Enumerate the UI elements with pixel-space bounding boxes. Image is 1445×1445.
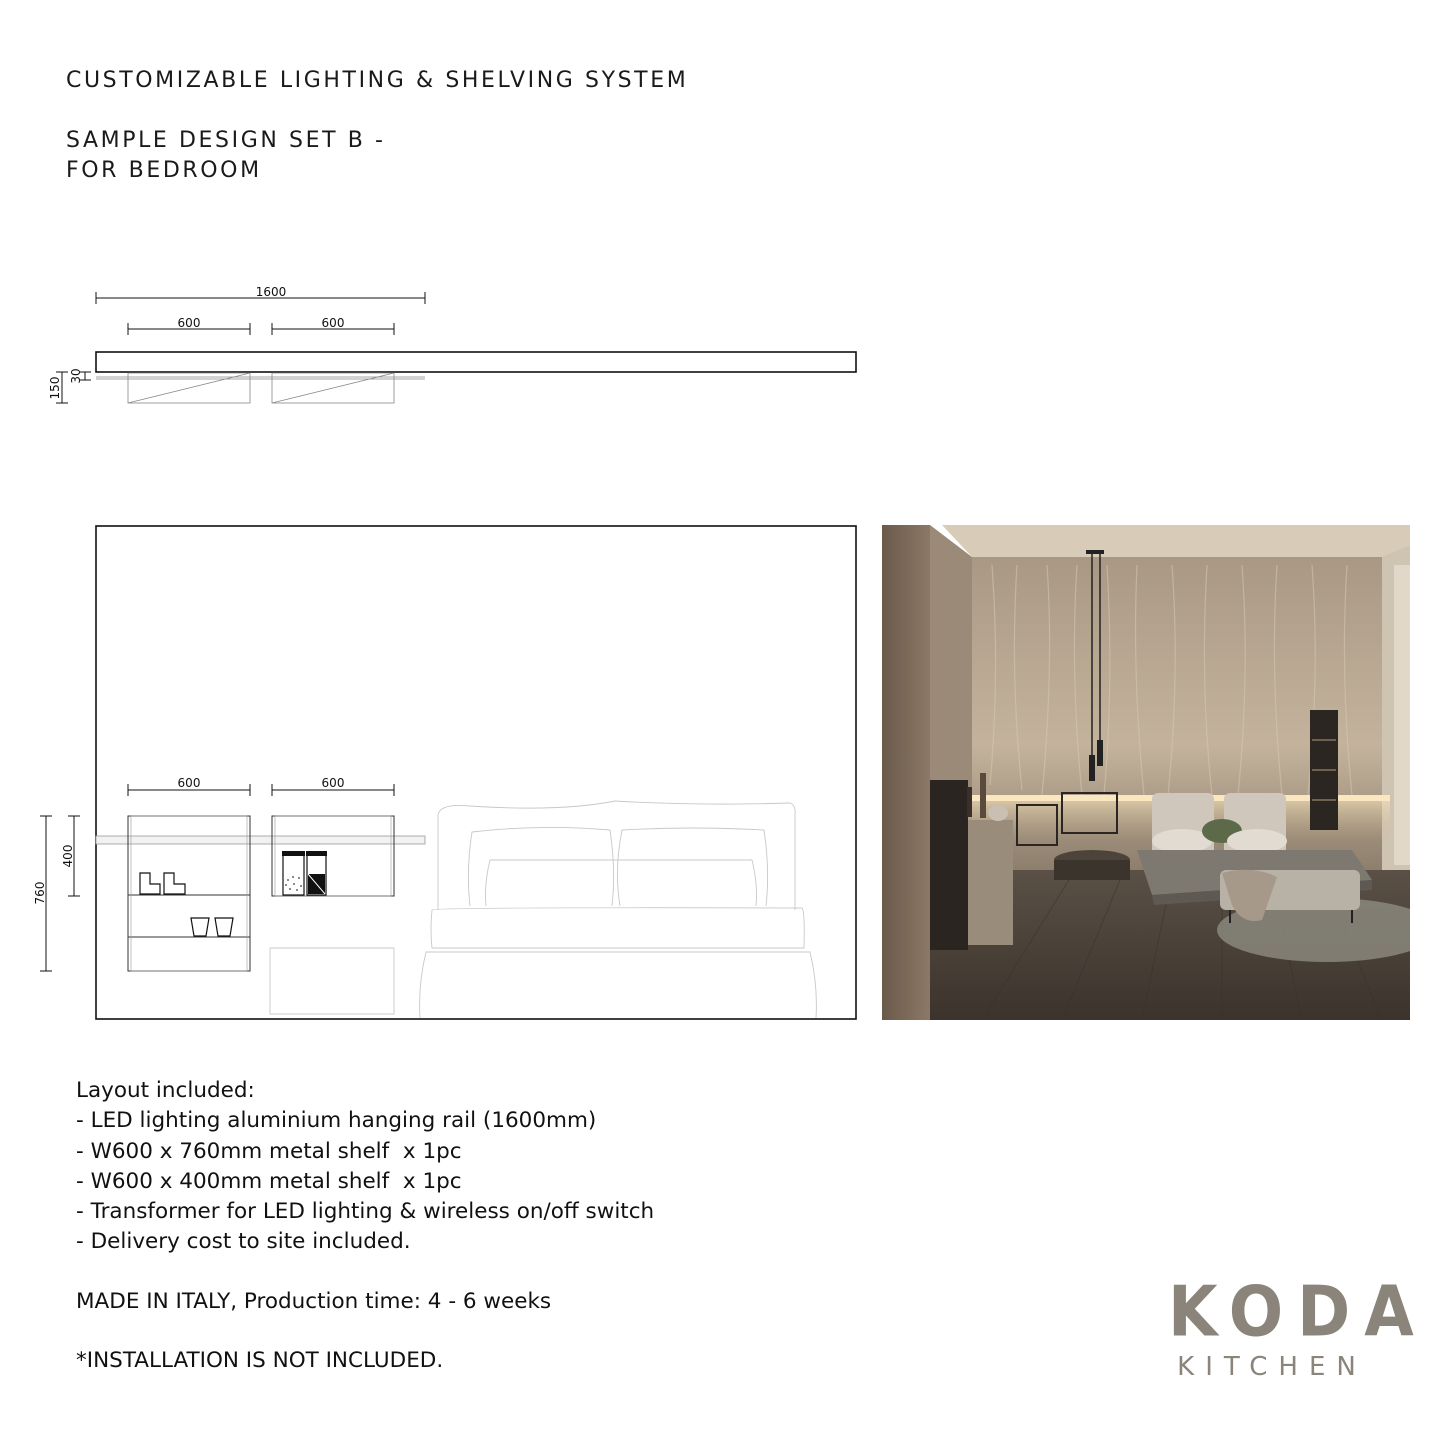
elev-height-tall-label: 760 [33, 881, 47, 905]
plan-rail-thickness-label: 30 [69, 368, 83, 384]
brand-subname: KITCHEN [1177, 1352, 1367, 1382]
jar-lid-icon [282, 851, 305, 856]
layout-notes [76, 1076, 654, 1376]
jar-icon [283, 853, 304, 895]
jar-lid-icon [306, 851, 327, 856]
elevation-frame [96, 526, 856, 1019]
elevation-led-rail [96, 836, 425, 844]
notes-item: - W600 x 400mm metal shelf x 1pc [76, 1168, 462, 1194]
plan-depth-label: 150 [48, 376, 62, 400]
notes-heading: Layout included: [76, 1078, 255, 1103]
page-subtitle-line1: SAMPLE DESIGN SET B - [66, 128, 386, 153]
plan-rail [96, 352, 856, 372]
notes-item: - LED lighting aluminium hanging rail (1600mm) [76, 1108, 597, 1134]
plan-overall-width-label: 1600 [255, 285, 287, 299]
installation-note: *INSTALLATION IS NOT INCLUDED. [76, 1348, 444, 1374]
plan-view [48, 285, 856, 403]
plan-shelf-left-width-label: 600 [177, 316, 201, 330]
brand-name: KODA [1168, 1273, 1428, 1353]
technical-drawings [0, 0, 880, 1030]
bedroom-photo [882, 525, 1410, 1020]
made-in-note: MADE IN ITALY, Production time: 4 - 6 weeks [76, 1288, 552, 1314]
brand-logo [1168, 1273, 1428, 1382]
elev-height-short-label: 400 [61, 844, 75, 868]
elev-shelf-left-width-label: 600 [177, 776, 201, 790]
notes-item: - Transformer for LED lighting & wireless on/off switch [76, 1199, 655, 1225]
page-title: CUSTOMIZABLE LIGHTING & SHELVING SYSTEM [66, 68, 689, 93]
notes-item: - Delivery cost to site included. [76, 1229, 411, 1255]
page-subtitle-line2: FOR BEDROOM [66, 158, 262, 183]
cup-icon [215, 918, 233, 936]
cup-icon [191, 918, 209, 936]
elev-shelf-right-width-label: 600 [321, 776, 345, 790]
notes-item: - W600 x 760mm metal shelf x 1pc [76, 1138, 462, 1164]
plan-shelf-right-width-label: 600 [321, 316, 345, 330]
elevation-view [33, 526, 856, 1019]
